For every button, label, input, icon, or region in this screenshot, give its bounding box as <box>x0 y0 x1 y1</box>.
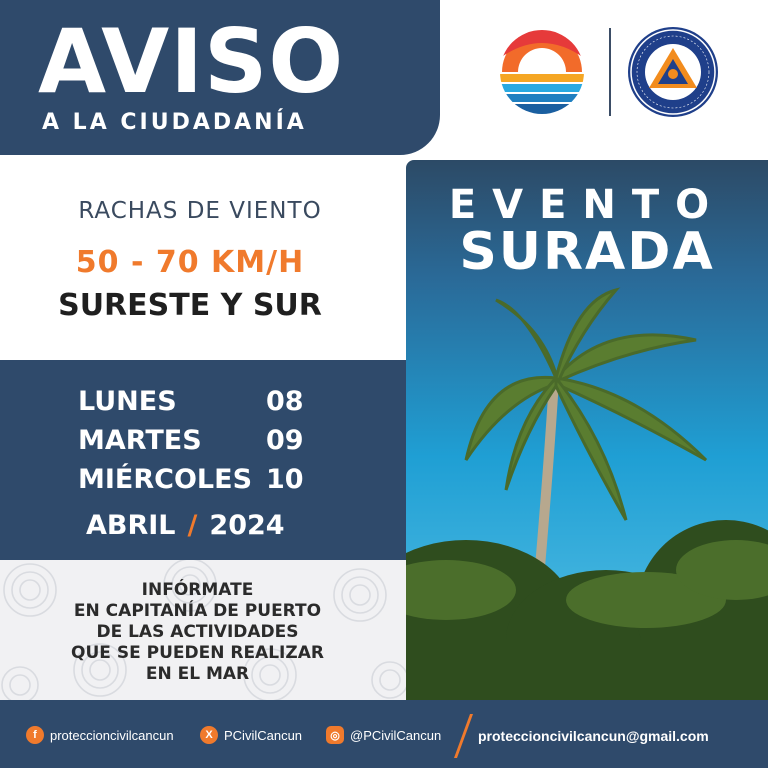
x-handle: PCivilCancun <box>224 727 303 743</box>
date-day: LUNES <box>78 386 177 417</box>
wind-direction: SURESTE Y SUR <box>58 288 322 323</box>
month-year <box>86 510 285 541</box>
logo-divider <box>609 28 611 116</box>
info-line: INFÓRMATE <box>141 580 254 600</box>
email-link[interactable]: proteccioncivilcancun@gmail.com <box>478 728 709 744</box>
header-title: AVISO <box>38 10 345 113</box>
info-line: EN CAPITANÍA DE PUERTO <box>73 601 322 621</box>
protection-seal-logo <box>627 26 719 118</box>
instagram-icon: ◎ <box>326 726 344 744</box>
date-number: 09 <box>266 425 304 456</box>
sun-logo <box>498 28 586 116</box>
date-day: MARTES <box>78 425 202 456</box>
facebook-handle: proteccioncivilcancun <box>50 727 174 743</box>
wind-speed: 50 - 70 KM/H <box>75 245 305 280</box>
wind-label: RACHAS DE VIENTO <box>78 198 322 224</box>
event-subtitle: SURADA <box>459 222 715 282</box>
date-day: MIÉRCOLES <box>78 464 253 495</box>
info-line: DE LAS ACTIVIDADES <box>96 622 299 642</box>
info-text <box>0 580 395 685</box>
month-label: ABRIL <box>86 510 176 541</box>
facebook-icon: f <box>26 726 44 744</box>
month-slash: / <box>187 510 198 541</box>
instagram-link[interactable] <box>326 726 441 744</box>
instagram-handle: @PCivilCancun <box>350 727 442 743</box>
date-number: 10 <box>266 464 304 495</box>
date-number: 08 <box>266 386 304 417</box>
header-subtitle: A LA CIUDADANÍA <box>42 110 307 135</box>
facebook-link[interactable] <box>26 726 174 744</box>
info-line: EN EL MAR <box>145 664 250 684</box>
x-icon: X <box>200 726 218 744</box>
event-title: EVENTO <box>448 182 726 228</box>
info-line: QUE SE PUEDEN REALIZAR <box>71 643 324 663</box>
year-label: 2024 <box>209 510 285 541</box>
x-link[interactable] <box>200 726 302 744</box>
